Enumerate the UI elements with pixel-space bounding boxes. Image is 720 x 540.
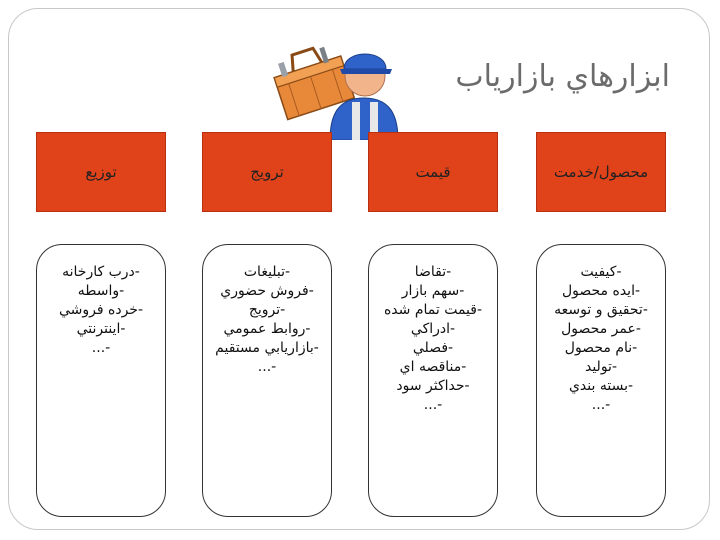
list-item: -تبليغات	[243, 264, 291, 280]
list-item: -...	[91, 340, 111, 356]
header-promotion: ترويج	[202, 132, 332, 212]
list-item: -نام محصول	[564, 340, 638, 356]
header-price: قيمت	[368, 132, 498, 212]
worker-with-toolbox-icon	[268, 14, 398, 140]
list-item: -فصلي	[412, 340, 454, 356]
list-item: -ايده محصول	[561, 283, 641, 299]
header-distribution: توزيع	[36, 132, 166, 212]
list-distribution	[36, 244, 166, 517]
list-item: -تحقيق و توسعه	[554, 302, 648, 318]
list-item: -سهم بازار	[401, 283, 465, 299]
list-item: -قيمت تمام شده	[383, 302, 483, 318]
list-item: -بازاريابي مستقيم	[215, 340, 319, 356]
list-item: -ادراكي	[410, 321, 456, 337]
list-promotion	[202, 244, 332, 517]
list-item: -درب كارخانه	[62, 264, 140, 280]
list-item: -بسته بندي	[568, 378, 634, 394]
list-product-service	[536, 244, 666, 517]
list-item: -...	[423, 397, 443, 413]
list-item: -ترويج	[248, 302, 286, 318]
list-price	[368, 244, 498, 517]
list-item: -عمر محصول	[561, 321, 641, 337]
list-item: -خرده فروشي	[58, 302, 144, 318]
list-item: -توليد	[584, 359, 618, 375]
list-item: -تقاضا	[414, 264, 452, 280]
list-item: -مناقصه اي	[399, 359, 467, 375]
list-item: -كيفيت	[580, 264, 622, 280]
slide-title: ابزارهاي بازارياب	[455, 59, 670, 94]
list-item: -اينترنتي	[76, 321, 126, 337]
list-item: -حداكثر سود	[396, 378, 470, 394]
list-item: -...	[257, 359, 277, 375]
list-item: -روابط عمومي	[223, 321, 311, 337]
list-item: -...	[591, 397, 611, 413]
header-product-service: محصول/خدمت	[536, 132, 666, 212]
list-item: -واسطه	[77, 283, 125, 299]
list-item: -فروش حضوري	[220, 283, 314, 299]
